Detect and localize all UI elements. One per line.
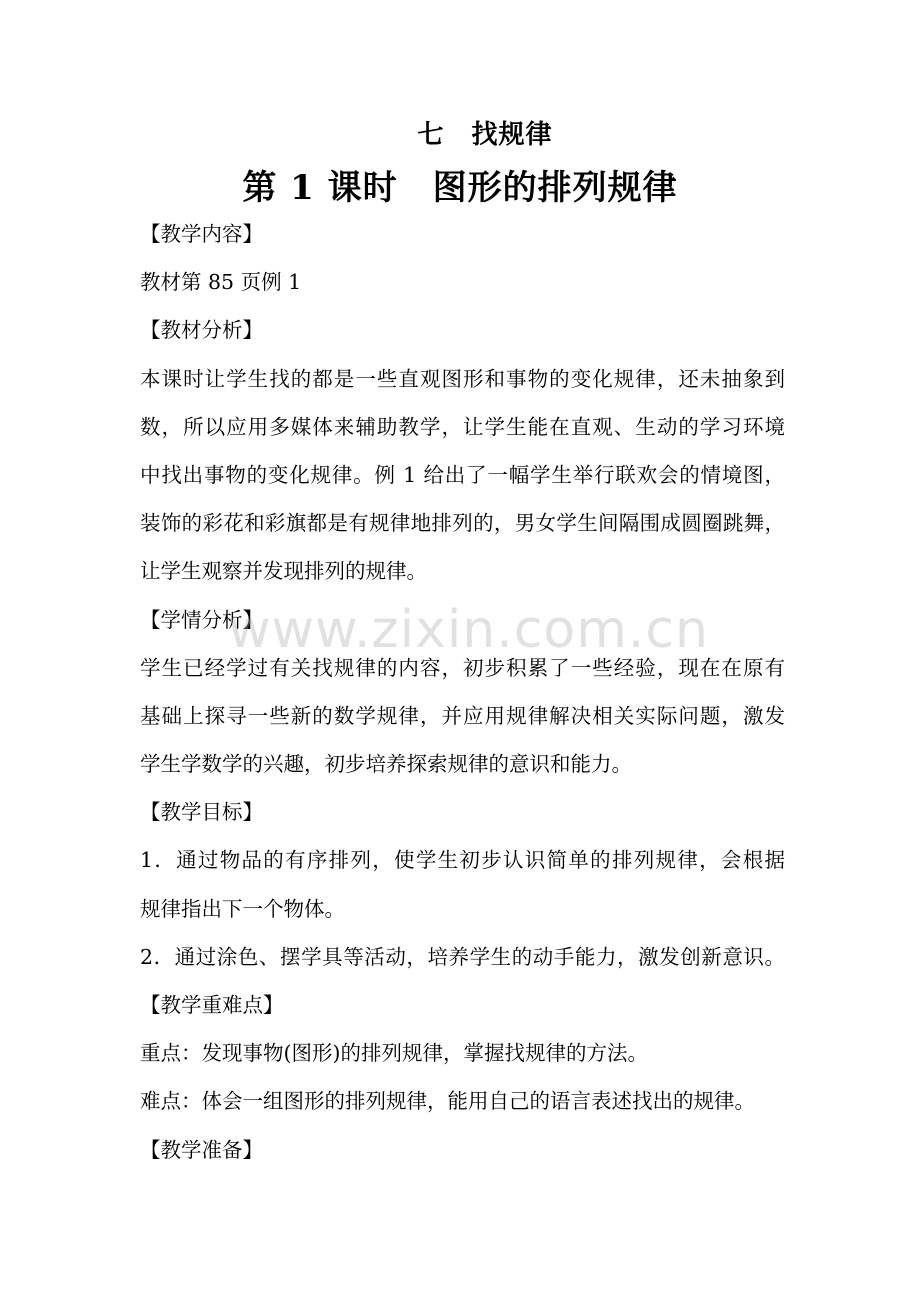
student-line: 学生学数学的兴趣，初步培养探索规律的意识和能力。	[140, 752, 632, 777]
keypoint-text: 重点：发现事物(图形)的排列规律，掌握找规律的方法。	[140, 1041, 648, 1066]
lesson-title: 第 1 课时 图形的排列规律	[242, 168, 678, 208]
difficulty-text: 难点：体会一组图形的排列规律，能用自己的语言表述找出的规律。	[140, 1089, 755, 1114]
section-heading-student: 【学情分析】	[140, 607, 263, 632]
section-heading-goals: 【教学目标】	[140, 800, 263, 825]
section-heading-prep: 【教学准备】	[140, 1137, 263, 1162]
goals-line: 2．通过涂色、摆学具等活动，培养学生的动手能力，激发创新意识。	[140, 944, 785, 969]
document-body	[140, 210, 785, 1174]
watermark: www.zixin.com.cn	[228, 600, 709, 660]
section-heading-analysis: 【教材分析】	[140, 318, 263, 343]
analysis-line: 数，所以应用多媒体来辅助教学，让学生能在直观、生动的学习环境	[140, 414, 785, 439]
goals-line: 规律指出下一个物体。	[140, 896, 345, 921]
content-text: 教材第 85 页例 1	[140, 270, 302, 295]
unit-title: 七 找规律	[417, 120, 553, 150]
section-heading-content: 【教学内容】	[140, 222, 263, 246]
section-heading-keypoints: 【教学重难点】	[140, 993, 284, 1017]
analysis-line: 装饰的彩花和彩旗都是有规律地排列的，男女学生间隔围成圆圈跳舞，	[140, 511, 785, 536]
analysis-line: 让学生观察并发现排列的规律。	[140, 559, 427, 584]
student-line: 基础上探寻一些新的数学规律，并应用规律解决相关实际问题，激发	[140, 703, 785, 728]
goals-line: 1．通过物品的有序排列，使学生初步认识简单的排列规律，会根据	[140, 848, 785, 873]
analysis-line: 中找出事物的变化规律。例 1 给出了一幅学生举行联欢会的情境图，	[140, 462, 785, 487]
analysis-line: 本课时让学生找的都是一些直观图形和事物的变化规律，还未抽象到	[140, 366, 785, 391]
student-line: 学生已经学过有关找规律的内容，初步积累了一些经验，现在在原有	[140, 655, 785, 680]
